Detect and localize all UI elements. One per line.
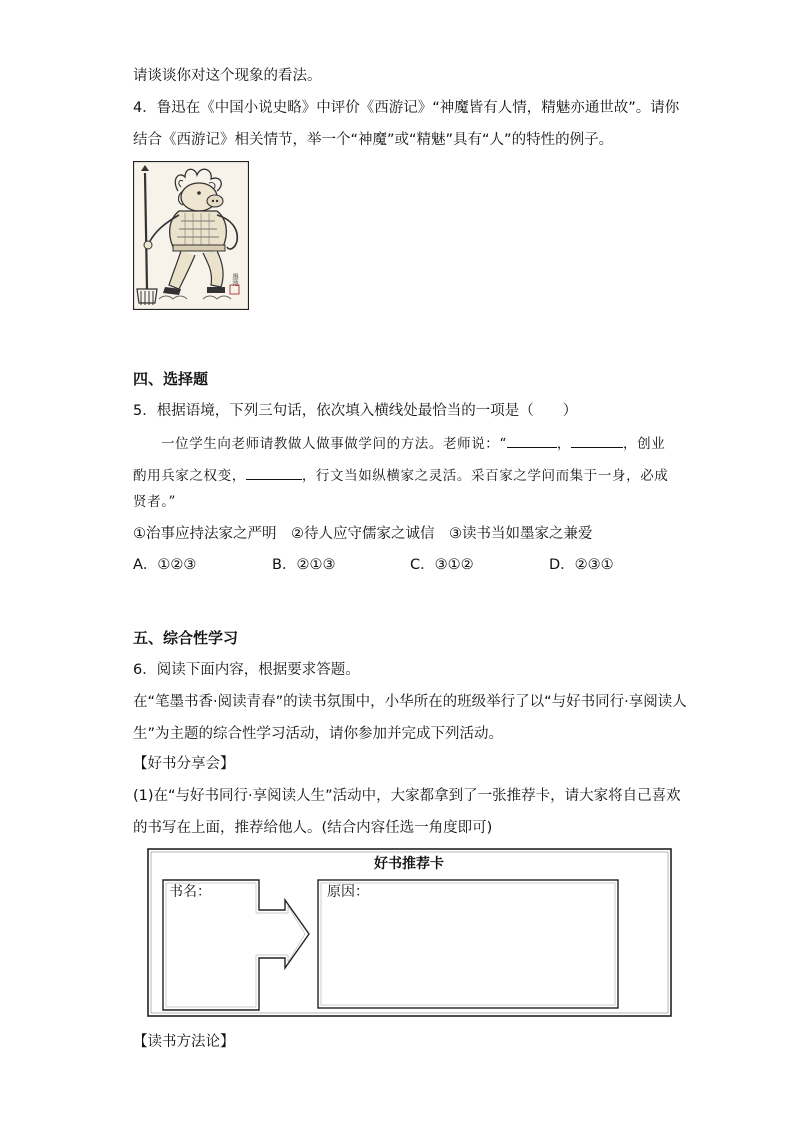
card-title: 好书推荐卡 bbox=[374, 856, 444, 872]
question-6-stem: 6．阅读下面内容，根据要求答题。 bbox=[133, 662, 360, 678]
intro-line-2: 生”为主题的综合性学习活动，请你参加并完成下列活动。 bbox=[133, 726, 504, 742]
question-3-tail: 请谈谈你对这个现象的看法。 bbox=[133, 68, 322, 84]
section-4-heading: 四、选择题 bbox=[133, 370, 209, 388]
passage-line-3: 贤者。” bbox=[133, 494, 177, 510]
question-4-line-1: 4．鲁迅在《中国小说史略》中评价《西游记》“神魔皆有人情，精魅亦通世故”。请你 bbox=[133, 100, 680, 116]
candidate-sentences: ①治事应持法家之严明 ②待人应守儒家之诚信 ③读书当如墨家之兼爱 bbox=[133, 526, 593, 542]
intro-line-1: 在“笔墨书香·阅读青春”的读书氛围中，小华所在的班级举行了以“与好书同行·享阅读人 bbox=[133, 694, 687, 710]
book-recommendation-card bbox=[147, 848, 672, 1017]
passage-line-2 bbox=[133, 465, 668, 486]
option-d[interactable]: D．②③① bbox=[549, 557, 614, 573]
answer-blank-2 bbox=[571, 433, 623, 448]
sub-question-1-line-1: (1)在“与好书同行·享阅读人生”活动中，大家都拿到了一张推荐卡，请大家将自己喜欢 bbox=[133, 788, 681, 804]
zhu-bajie-illustration bbox=[133, 161, 249, 310]
passage-text: 一位学生向老师请教做人做事做学问的方法。老师说：“ bbox=[161, 436, 507, 452]
passage-comma: ， bbox=[556, 436, 572, 452]
passage-text: 酌用兵家之权变， bbox=[133, 468, 246, 484]
reason-field[interactable] bbox=[321, 902, 615, 1004]
option-b[interactable]: B．②①③ bbox=[272, 557, 336, 573]
option-a[interactable]: A．①②③ bbox=[133, 557, 197, 573]
answer-blank-3 bbox=[246, 465, 302, 480]
passage-text: ，创业 bbox=[623, 436, 666, 452]
svg-text:墨池: 墨池 bbox=[231, 273, 239, 286]
section-5-heading: 五、综合性学习 bbox=[133, 629, 239, 647]
subsection-book-sharing: 【好书分享会】 bbox=[133, 756, 235, 772]
sub-question-1-line-2: 的书写在上面，推荐给他人。(结合内容任选一角度即可) bbox=[133, 820, 493, 836]
book-name-input-area[interactable] bbox=[166, 902, 256, 1006]
option-c[interactable]: C．③①② bbox=[410, 557, 474, 573]
passage-text: ，行文当如纵横家之灵活。采百家之学问而集于一身，必成 bbox=[301, 468, 669, 484]
answer-blank-1 bbox=[507, 433, 557, 448]
question-5-stem: 5．根据语境，下列三句话，依次填入横线处最恰当的一项是（ ） bbox=[133, 403, 578, 419]
passage-line-1 bbox=[161, 433, 665, 454]
book-name-label: 书名： bbox=[169, 884, 211, 900]
subsection-reading-methods: 【读书方法论】 bbox=[133, 1034, 235, 1050]
question-4-line-2: 结合《西游记》相关情节，举一个“神魔”或“精魅”具有“人”的特性的例子。 bbox=[133, 132, 614, 148]
reason-label: 原因： bbox=[327, 884, 369, 900]
